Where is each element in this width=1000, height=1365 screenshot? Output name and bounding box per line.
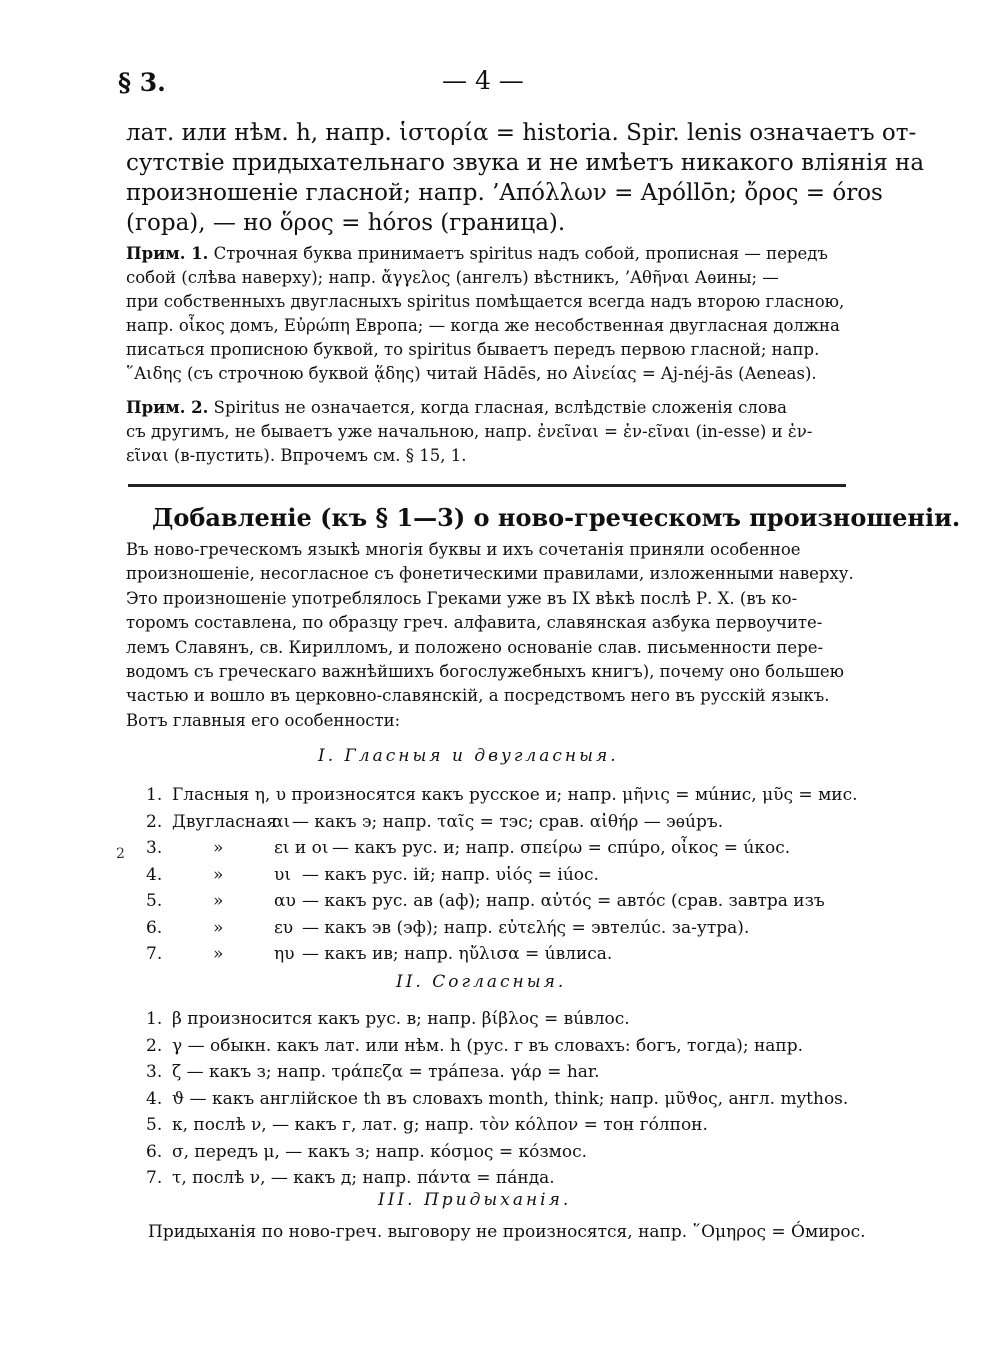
note-2-first-line: Spiritus не означается, когда гласная, вслѣдствіе сложенія слова xyxy=(208,398,787,417)
vowels-list xyxy=(146,782,858,968)
item-number: 6. xyxy=(146,917,163,938)
note-2-line: съ другимъ, не бываетъ уже начальною, напр. ἐνεῖναι = ἐν-εῖναι (in-esse) и ἐν- xyxy=(126,422,813,441)
item-rule: — какъ ив; напр. ηὔλισα = úвлиса. xyxy=(302,944,613,964)
item-letters: αυ xyxy=(274,891,296,911)
list-item xyxy=(146,1086,849,1113)
note-2-label: Прим. 2. xyxy=(126,398,209,417)
item-lead: Двугласная xyxy=(172,811,277,832)
main-line: произношеніе гласной; напр. ’Απόλλων = Apóllōn; ὄρος = óros xyxy=(126,180,883,206)
item-number: 7. xyxy=(146,944,163,964)
item-text: ζ — какъ з; напр. τράπεζα = трáпеза. γάρ = har. xyxy=(172,1062,600,1082)
note-1-line: писаться прописною буквой, то spiritus бываетъ передъ первою гласной; напр. xyxy=(126,340,820,359)
list-item xyxy=(146,1033,846,1060)
ditto-mark: » xyxy=(213,864,224,885)
note-1-first-line: Строчная буква принимаетъ spiritus надъ собой, прописная — передъ xyxy=(208,244,828,263)
intro-line: водомъ съ греческаго важнѣйшихъ богослужебныхъ книгъ), почему оно большею xyxy=(126,662,844,682)
item-text: σ, передъ μ, — какъ з; напр. κόσμος = кóзмос. xyxy=(172,1141,588,1162)
list-item xyxy=(146,1139,846,1166)
list-item xyxy=(146,915,846,942)
list-item xyxy=(146,835,846,862)
item-rule: — какъ эв (эф); напр. εὐτελής = эвтелúс. за-утра). xyxy=(302,917,750,938)
list-item xyxy=(146,782,858,809)
list-item xyxy=(146,1165,846,1192)
section-2-title: II. Согласныя. xyxy=(396,972,567,992)
main-paragraph xyxy=(126,118,925,238)
intro-line: Это произношеніе употреблялось Греками уже въ IX вѣкѣ послѣ Р. Х. (въ ко- xyxy=(126,588,798,608)
item-letters: αι xyxy=(272,811,291,832)
item-letters: ει и οι xyxy=(274,838,329,858)
item-number: 2. xyxy=(146,1035,163,1056)
intro-line: Въ ново-греческомъ языкѣ многія буквы и ихъ сочетанія приняли особенное xyxy=(126,540,801,559)
section-mark: § 3. xyxy=(118,68,166,97)
ditto-mark: » xyxy=(213,944,224,964)
list-item xyxy=(146,862,846,889)
intro-line: произношеніе, несогласное съ фонетическими правилами, изложенными наверху. xyxy=(126,564,854,584)
item-text: Гласныя η, υ произносятся какъ русское и; напр. μῆνις = мúнис, μῦς = мис. xyxy=(172,785,858,805)
note-1-line: напр. οἶκος домъ, Εὐρώπη Европа; — когда же несобственная двугласная должна xyxy=(126,316,840,335)
list-item xyxy=(146,1112,846,1139)
item-number: 1. xyxy=(146,785,163,805)
section-3-title: III. Придыханія. xyxy=(378,1190,572,1210)
item-text: ϑ — какъ англійское th въ словахъ month, think; напр. μῦϑος, англ. mythos. xyxy=(172,1088,849,1109)
list-item xyxy=(146,1059,846,1086)
section-3-text: Придыханія по ново-греч. выговору не произносятся, напр. ῞Ομηρος = Óмирос. xyxy=(148,1222,866,1242)
item-rule: — какъ э; напр. ταῖς = тэс; срав. αἰθήρ — эѳúръ. xyxy=(292,811,724,832)
main-line: (гора), — но ὅρος = hóros (граница). xyxy=(126,210,566,236)
note-1-label: Прим. 1. xyxy=(126,244,209,263)
item-rule: — какъ рус. и; напр. σπείρω = спúро, οἶκος = úкос. xyxy=(332,838,791,858)
addendum-intro xyxy=(126,538,852,733)
note-2 xyxy=(126,396,852,468)
item-number: 2. xyxy=(146,811,163,832)
item-text: β произносится какъ рус. в; напр. βίβλος = вúвлос. xyxy=(172,1009,630,1029)
item-number: 5. xyxy=(146,891,163,911)
section-1-title: I. Гласныя и двугласныя. xyxy=(318,746,619,766)
item-rule: — какъ рус. ій; напр. υἱός = іúос. xyxy=(302,864,599,885)
list-item xyxy=(146,941,846,968)
intro-line: торомъ составлена, по образцу греч. алфавита, славянская азбука первоучите- xyxy=(126,613,823,633)
list-item xyxy=(146,888,846,915)
item-number: 7. xyxy=(146,1168,163,1188)
note-2-line: εῖναι (в-пустить). Впрочемъ см. § 15, 1. xyxy=(126,446,467,465)
item-text: γ — обыкн. какъ лат. или нѣм. h (рус. г въ словахъ: богъ, тогда); напр. xyxy=(172,1035,804,1056)
item-number: 6. xyxy=(146,1141,163,1162)
intro-line: Вотъ главныя его особенности: xyxy=(126,710,401,730)
ditto-mark: » xyxy=(213,917,224,938)
note-1-line: собой (слѣва наверху); напр. ἄγγελος (ангелъ) вѣстникъ, ’Αθῆναι Аѳины; — xyxy=(126,268,779,287)
item-rule: — какъ рус. ав (аф); напр. αὐτός = автóс (срав. завтра изъ xyxy=(302,891,825,911)
list-item xyxy=(146,1006,846,1033)
item-letters: υι xyxy=(274,864,291,885)
ditto-mark: » xyxy=(213,838,224,858)
item-letters: ηυ xyxy=(274,944,295,964)
item-number: 3. xyxy=(146,1062,163,1082)
note-1-line: при собственныхъ двугласныхъ spiritus помѣщается всегда надъ второю гласною, xyxy=(126,292,845,311)
consonants-list xyxy=(146,1006,849,1192)
main-line: сутствіе придыхательнаго звука и не имѣетъ никакого вліянія на xyxy=(126,150,925,176)
item-text: τ, послѣ ν, — какъ д; напр. πάντα = пáнда. xyxy=(172,1168,555,1188)
item-number: 3. xyxy=(146,838,163,858)
section-divider xyxy=(128,484,846,487)
note-1-line: ῞Αιδης (съ строчною буквой ᾅδης) читай Hādēs, но Αἰνείας = Aj-néj-ās (Aeneas). xyxy=(126,364,817,383)
intro-line: лемъ Славянъ, св. Кирилломъ, и положено основаніе слав. письменности пере- xyxy=(126,637,824,657)
intro-line: частью и вошло въ церковно-славянскій, а посредствомъ него въ русскій языкъ. xyxy=(126,686,830,706)
note-1 xyxy=(126,242,852,386)
item-number: 4. xyxy=(146,864,163,885)
list-item xyxy=(146,809,846,836)
ditto-mark: » xyxy=(213,891,224,911)
main-line: лат. или нѣм. h, напр. ἱστορία = historia. Spir. lenis означаетъ от- xyxy=(126,120,917,146)
page-number: — 4 — xyxy=(442,66,524,95)
item-number: 5. xyxy=(146,1115,163,1135)
addendum-heading: Добавленіе (къ § 1—3) о ново-греческомъ произношеніи. xyxy=(152,503,961,532)
item-text: κ, послѣ ν, — какъ г, лат. g; напр. τὸν κόλπον = тон гóлпон. xyxy=(172,1115,708,1135)
item-number: 1. xyxy=(146,1009,163,1029)
item-number: 4. xyxy=(146,1088,163,1109)
margin-annotation: 2 xyxy=(116,846,125,862)
item-letters: ευ xyxy=(274,917,294,938)
